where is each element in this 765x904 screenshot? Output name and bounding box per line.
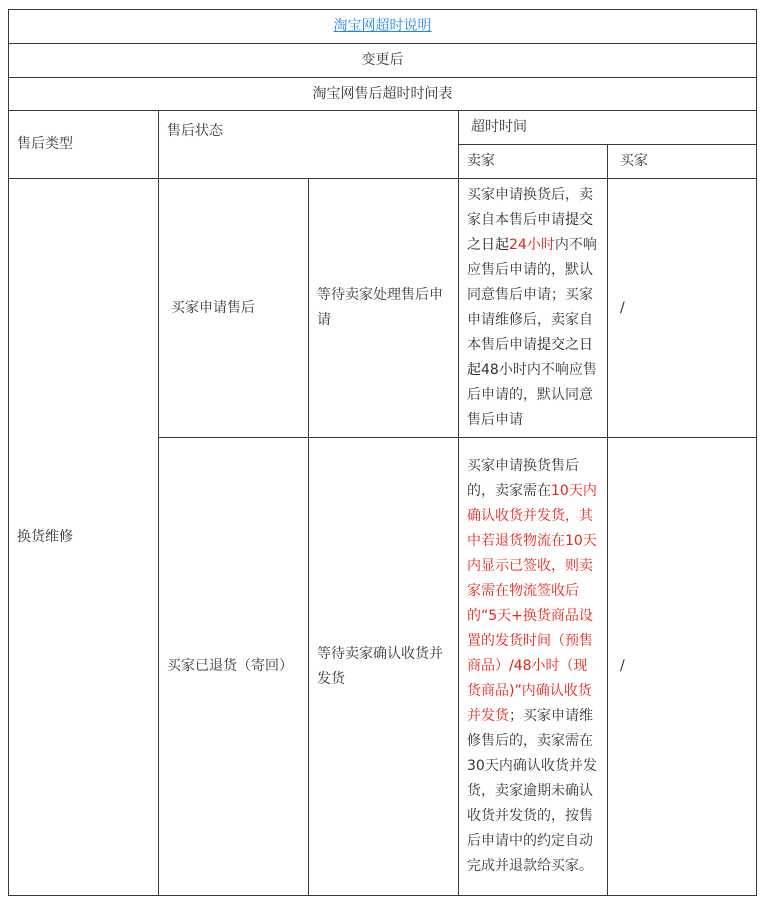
- seller-text: 买家申请换货后，卖家自本售后申请: [467, 187, 593, 228]
- seller-timeout-cell: [459, 179, 608, 438]
- seller-text: 48小时内不响应售后申请的，默认同意售后申请: [467, 362, 597, 428]
- aftersale-type-cell: 换货维修: [9, 179, 159, 896]
- seller-text-emphasis: 提交之日起: [467, 337, 593, 378]
- seller-text: 买家申请换货售后的，卖家需在: [467, 458, 579, 499]
- status-sub-cell: 等待卖家确认收货并发货: [309, 438, 459, 896]
- seller-text-highlight: 10天内确认收货并发货，其中若退货物流在10天内显示已签收，则卖家需在物流签收后的“5天+换货商品设置的发货时间（预售商品）/48小时（现货商品)”内确认收货并发货: [467, 483, 597, 724]
- seller-text-highlight: 24小时: [509, 237, 555, 253]
- seller-text: ；买家申请维修售后的，卖家需在30天内确认收货并发货，卖家逾期未确认收货并发货的，按售后申请中的约定自动完成并退款给买家。: [467, 708, 597, 874]
- header-buyer: 买家: [608, 145, 757, 179]
- title-link[interactable]: 淘宝网超时说明: [333, 18, 432, 34]
- status-sub-cell: 等待卖家处理售后申请: [309, 179, 459, 438]
- seller-timeout-cell: [459, 438, 608, 896]
- status-main-cell: 买家申请售后: [159, 179, 309, 438]
- timeout-table: [8, 9, 757, 896]
- subtitle: 变更后: [9, 44, 757, 78]
- status-main-cell: 买家已退货（寄回）: [159, 438, 309, 896]
- seller-text-emphasis: 提交之日起: [467, 212, 593, 253]
- header-aftersale-status: 售后状态: [159, 111, 459, 179]
- header-aftersale-type: 售后类型: [9, 111, 159, 179]
- buyer-timeout-cell: /: [608, 438, 757, 896]
- buyer-timeout-cell: /: [608, 179, 757, 438]
- header-seller: 卖家: [459, 145, 608, 179]
- header-timeout: 超时时间: [459, 111, 757, 145]
- title-cell: [9, 10, 757, 44]
- table-title: 淘宝网售后超时时间表: [9, 78, 757, 111]
- seller-text: 内不响应售后申请的，默认同意售后申请；买家申请维修后，卖家自本售后申请: [467, 237, 597, 353]
